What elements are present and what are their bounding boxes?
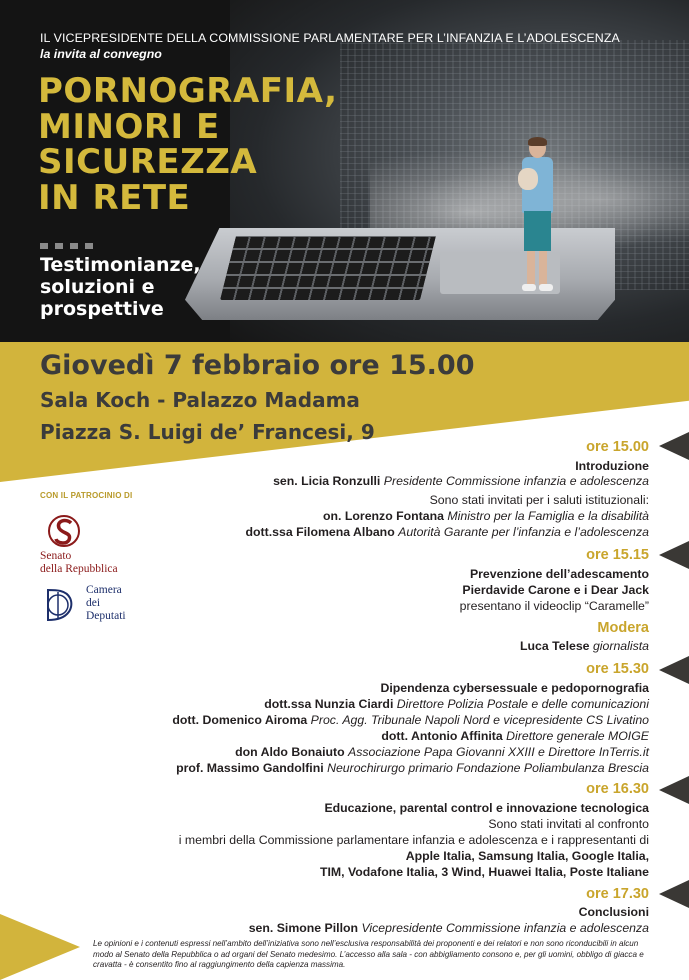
subtitle-line: Testimonianze, — [40, 254, 201, 276]
company-list: Apple Italia, Samsung Italia, Google Italia, — [405, 849, 649, 863]
speaker-line — [246, 524, 649, 540]
camera-line: Deputati — [86, 610, 126, 622]
session-text: Sono stati invitati al confronto — [488, 817, 649, 831]
speaker-role: Autorità Garante per l’infanzia e l’adolescenza — [398, 525, 649, 539]
speaker-role: Proc. Agg. Tribunale Napoli Nord e vicepresidente CS Livatino — [310, 713, 649, 727]
presenters: Pierdavide Carone e i Dear Jack — [462, 583, 649, 597]
session-marker — [659, 432, 689, 460]
senato-logo-icon — [44, 512, 84, 550]
session-title: Conclusioni — [578, 905, 649, 919]
speaker-name: Luca Telese — [520, 639, 590, 653]
disclaimer-footnote: Le opinioni e i contenuti espressi nell’ambito dell’iniziativa sono nell’esclusiva responsabilità dei proponenti e dei relatori e non sono riconducibili in alcun modo al Senato della Repubblica o ad organi del Senato medesimo. L’accesso alla sala - con abbigliamento consono e, per gli uomini, obbligo di giacca e cravatta - è consentito fino al raggiungimento della capienza massima. — [93, 939, 644, 969]
moderator-label: Modera — [597, 620, 649, 636]
decorative-triangle — [0, 914, 80, 980]
title-line: MINORI E — [38, 106, 220, 147]
speaker-line — [273, 473, 649, 489]
invite-line: la invita al convegno — [40, 47, 162, 61]
speaker-role: Vicepresidente Commissione infanzia e adolescenza — [361, 921, 649, 935]
speaker-role: Associazione Papa Giovanni XXIII e Direttore InTerris.it — [348, 745, 649, 759]
session-time: ore 15.00 — [586, 439, 649, 455]
speaker-role: Ministro per la Famiglia e la disabilità — [447, 509, 649, 523]
event-address: Piazza S. Luigi de’ Francesi, 9 — [40, 420, 375, 444]
session-marker — [659, 541, 689, 569]
session-title: Prevenzione dell’adescamento — [469, 567, 649, 581]
speaker-role: Direttore Polizia Postale e delle comunicazioni — [396, 697, 649, 711]
speaker-name: sen. Licia Ronzulli — [273, 474, 381, 488]
senato-line: della Repubblica — [40, 563, 118, 575]
session-text: i membri della Commissione parlamentare infanzia e adolescenza e i rappresentanti di — [178, 833, 649, 847]
subtitle-line: prospettive — [40, 298, 164, 320]
speaker-name: sen. Simone Pillon — [248, 921, 359, 935]
speaker-role: giornalista — [592, 639, 649, 653]
speaker-line — [323, 508, 649, 524]
speaker-line — [235, 744, 649, 760]
session-marker — [659, 656, 689, 684]
event-title — [38, 71, 418, 218]
session-title: Educazione, parental control e innovazione tecnologica — [324, 801, 649, 815]
speaker-name: on. Lorenzo Fontana — [323, 509, 444, 523]
camera-line: Camera — [86, 584, 122, 596]
camera-logo-icon — [40, 584, 80, 626]
speaker-role: Presidente Commissione infanzia e adolescenza — [383, 474, 649, 488]
presenters-text: presentano il videoclip “Caramelle” — [459, 599, 649, 613]
invited-intro: Sono stati invitati per i saluti istituzionali: — [429, 493, 649, 507]
session-title: Dipendenza cybersessuale e pedopornografia — [380, 681, 649, 695]
senato-name — [40, 550, 118, 576]
session-time: ore 17.30 — [586, 886, 649, 902]
title-line: SICUREZZA — [38, 142, 258, 182]
session-time: ore 15.30 — [586, 661, 649, 677]
speaker-name: dott.ssa Filomena Albano — [245, 525, 395, 539]
speaker-role: Neurochirurgo primario Fondazione Poliambulanza Brescia — [327, 761, 649, 775]
subtitle-line: soluzioni e — [40, 276, 155, 298]
speaker-line — [264, 696, 649, 712]
session-time: ore 16.30 — [586, 781, 649, 797]
speaker-name: dott. Domenico Airoma — [172, 713, 308, 727]
session-marker — [659, 776, 689, 804]
speaker-name: dott. Antonio Affinita — [381, 729, 503, 743]
speaker-name: prof. Massimo Gandolfini — [176, 761, 324, 775]
speaker-line — [176, 760, 649, 776]
decorative-dots — [40, 234, 100, 253]
speaker-line — [520, 638, 649, 654]
session-marker — [659, 880, 689, 908]
camera-line: dei — [86, 597, 101, 609]
speaker-name: don Aldo Bonaiuto — [235, 745, 345, 759]
session-time: ore 15.15 — [586, 547, 649, 563]
event-subtitle — [40, 254, 240, 320]
organizer-line: IL VICEPRESIDENTE DELLA COMMISSIONE PARLAMENTARE PER L’INFANZIA E L’ADOLESCENZA — [40, 31, 620, 45]
speaker-line — [172, 712, 649, 728]
camera-name — [86, 584, 126, 623]
laptop-keyboard — [220, 236, 436, 300]
session-title: Introduzione — [575, 459, 649, 473]
speaker-role: Direttore generale MOIGE — [506, 729, 649, 743]
speaker-line — [381, 728, 649, 744]
event-venue: Sala Koch - Palazzo Madama — [40, 388, 360, 412]
child-figure — [512, 138, 562, 298]
title-line: IN RETE — [38, 177, 191, 218]
senato-line: Senato — [40, 550, 72, 562]
company-list: TIM, Vodafone Italia, 3 Wind, Huawei Italia, Poste Italiane — [319, 865, 649, 879]
event-date: Giovedì 7 febbraio ore 15.00 — [40, 350, 475, 381]
speaker-line — [249, 920, 649, 936]
patronage-label: CON IL PATROCINIO DI — [40, 491, 133, 500]
title-line: PORNOGRAFIA, — [38, 71, 338, 111]
speaker-name: dott.ssa Nunzia Ciardi — [264, 697, 394, 711]
